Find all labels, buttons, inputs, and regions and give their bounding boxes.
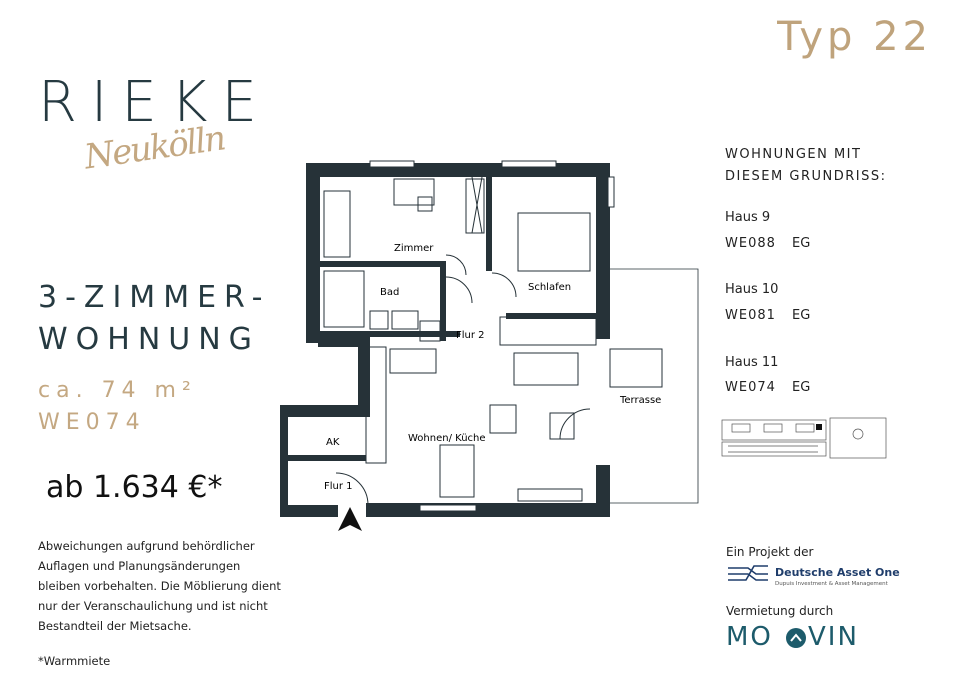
room-terrasse: Terrasse (620, 395, 662, 406)
room-bad: Bad (380, 287, 400, 298)
developer-name: Deutsche Asset One (775, 566, 900, 579)
unit-number: WE074 (38, 410, 146, 435)
developer-subtitle: Dupuis Investment & Asset Management (775, 581, 888, 587)
floor-label: EG (792, 236, 811, 251)
brand-logo: RIEKE (38, 70, 271, 135)
type-label: Typ 22 (777, 14, 932, 60)
footnote: *Warmmiete (38, 654, 111, 668)
unit-kind-line2: WOHNUNG (38, 322, 260, 357)
unit-price: ab 1.634 €* (46, 470, 223, 505)
house-label: Haus 10 (725, 282, 779, 297)
unit-code: WE074 (725, 380, 776, 395)
floor-label: EG (792, 308, 811, 323)
deutsche-asset-one-logo-icon (726, 562, 770, 586)
brand-district-script: Neukölln (81, 118, 227, 178)
room-schlafen: Schlafen (528, 282, 572, 293)
house-label: Haus 9 (725, 210, 771, 225)
floor-label: EG (792, 380, 811, 395)
moovin-logo-part: MO (726, 622, 773, 652)
unit-area: ca. 74 m² (38, 378, 197, 403)
rental-label: Vermietung durch (726, 604, 834, 618)
terrace-outline (610, 269, 698, 503)
room-flur1: Flur 1 (324, 481, 353, 492)
unit-code: WE081 (725, 308, 776, 323)
unit-kind-line1: 3-ZIMMER- (38, 280, 271, 315)
furniture (324, 177, 662, 501)
room-zimmer: Zimmer (394, 243, 434, 254)
disclaimer-text: Abweichungen aufgrund behördlicher Auflagen und Planungsänderungen bleiben vorbehalten. Die Möblierung dient nur der Veranschaulichung und ist nicht Bestandteil der Mietsache. (38, 539, 281, 633)
unit-code: WE088 (725, 236, 776, 251)
floor-plan (270, 155, 710, 535)
moovin-logo-part: VIN (808, 622, 859, 652)
room-ak: AK (326, 437, 340, 448)
sidebar-title: WOHNUNGEN MIT DIESEM GRUNDRISS: (725, 147, 887, 184)
house-label: Haus 11 (725, 355, 779, 370)
entrance-arrow-icon (338, 507, 362, 531)
room-wohnen-kueche: Wohnen/ Küche (408, 433, 486, 444)
site-mini-plan (718, 412, 890, 464)
moovin-o-house-icon (784, 626, 808, 650)
room-flur2: Flur 2 (456, 330, 485, 341)
project-label: Ein Projekt der (726, 545, 814, 559)
